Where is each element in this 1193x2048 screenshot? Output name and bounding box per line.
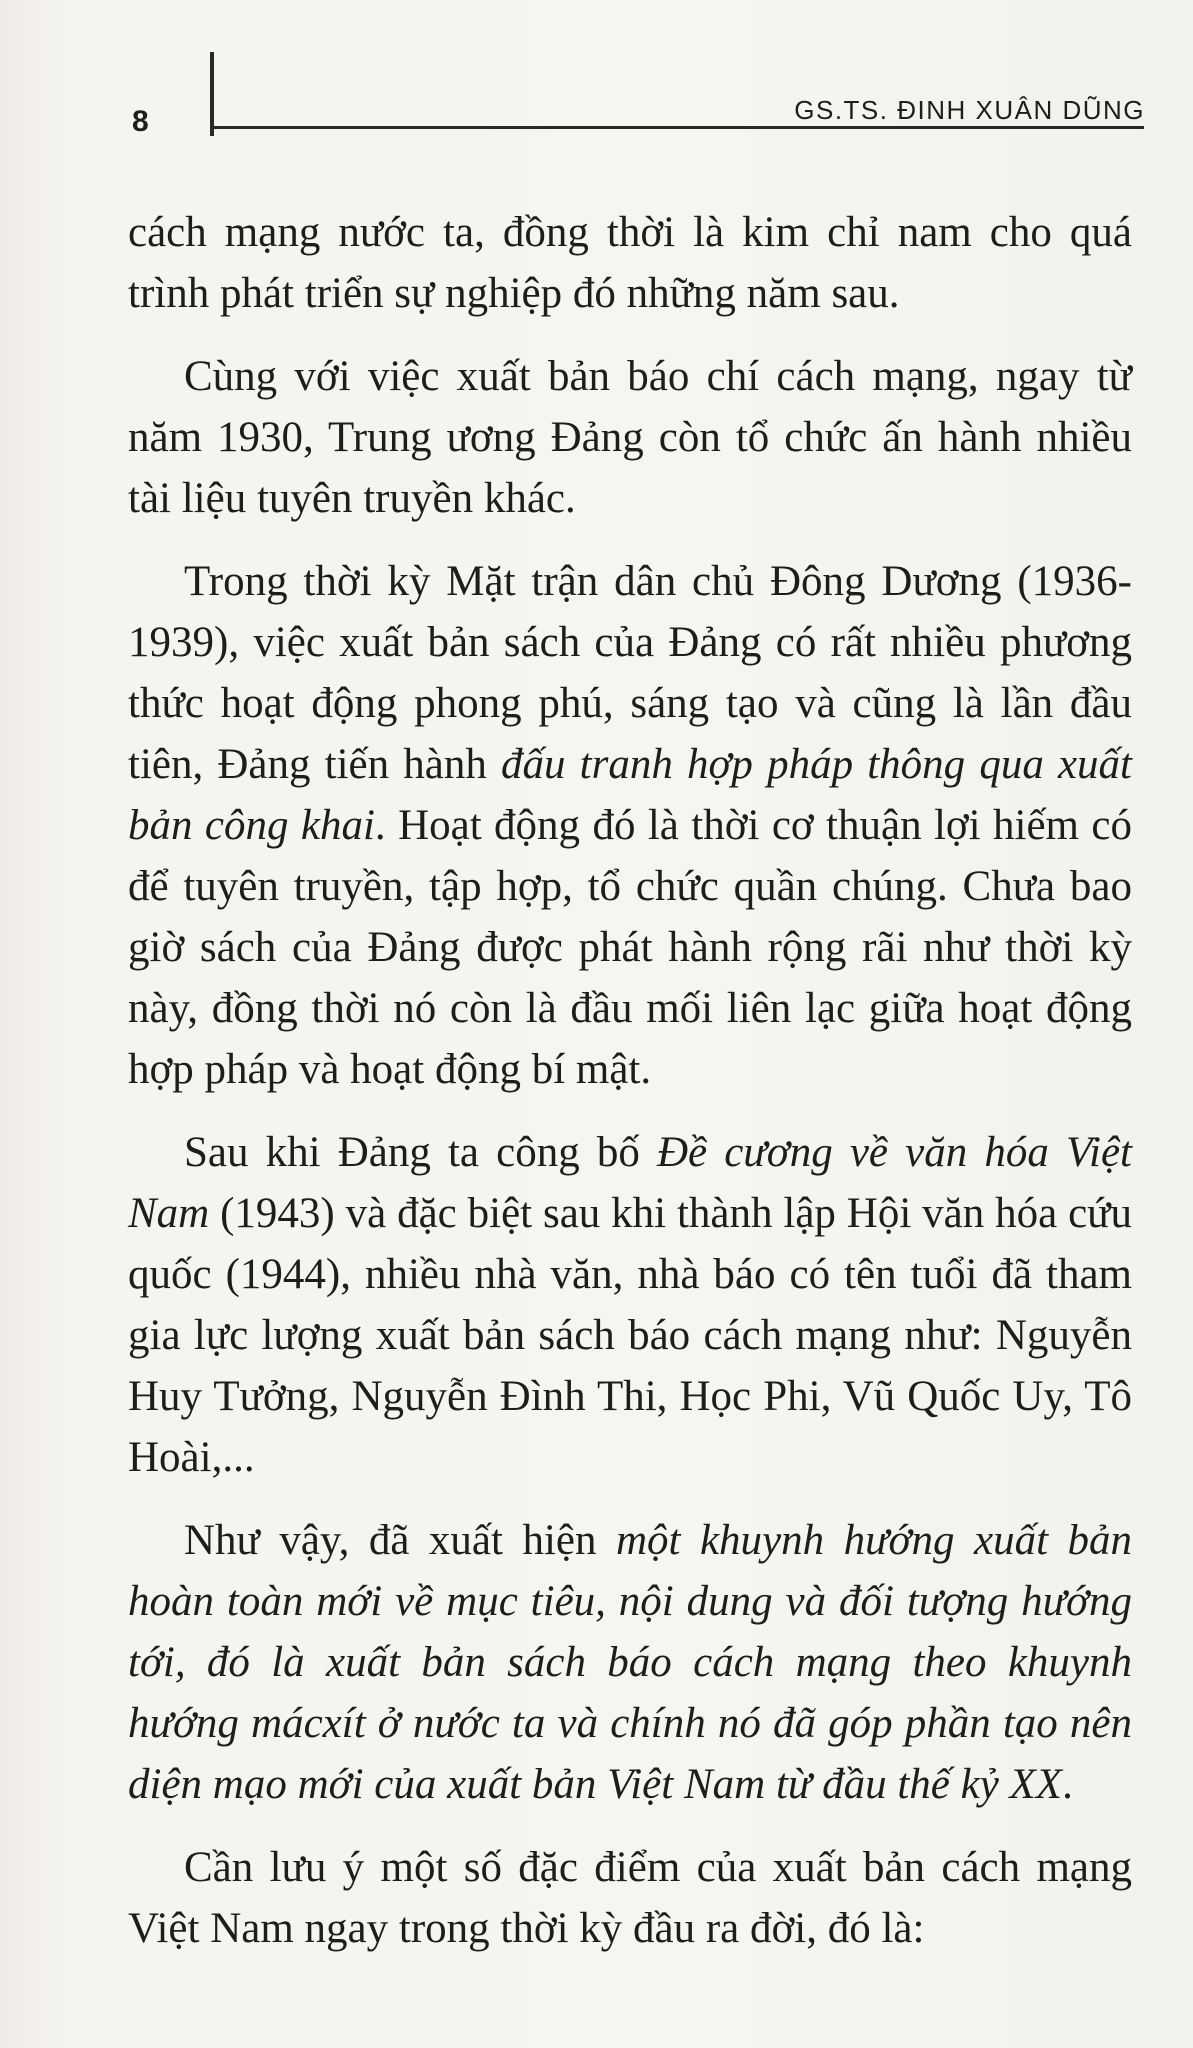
page-number: 8 <box>132 105 149 138</box>
paragraph-characteristics-intro <box>128 1837 1132 1959</box>
header-vertical-rule <box>210 52 214 136</box>
paragraph-text: Cùng với việc xuất bản báo chí cách mạng, ngay từ năm 1930, Trung ương Đảng còn tổ chức ấn hành nhiều tài liệu tuyên truyền khác. <box>128 353 1132 522</box>
header-horizontal-rule <box>214 126 1144 129</box>
paragraph-text: Cần lưu ý một số đặc điểm của xuất bản cách mạng Việt Nam ngay trong thời kỳ đầu ra đời, đó là: <box>128 1844 1132 1952</box>
body-text <box>128 202 1132 1959</box>
paragraph-party-publications-1930 <box>128 346 1132 529</box>
page-header <box>0 0 1193 150</box>
emphasis-legal-struggle: đấu tranh hợp pháp thông qua xuất bản công khai <box>128 741 1132 849</box>
paragraph-text: Trong thời kỳ Mặt trận dân chủ Đông Dương (1936-1939), việc xuất bản sách của Đảng có rất nhiều phương thức hoạt động phong phú, sáng tạo và cũng là lần đầu tiên, Đảng tiến hành <box>128 558 1132 788</box>
paragraph-text: . <box>1062 1761 1073 1808</box>
paragraph-culture-outline <box>128 1122 1132 1488</box>
paragraph-text: Như vậy, đã xuất hiện <box>184 1517 616 1564</box>
paragraph-text: cách mạng nước ta, đồng thời là kim chỉ nam cho quá trình phát triển sự nghiệp đó những năm sau. <box>128 209 1132 317</box>
paragraph-continuation <box>128 202 1132 324</box>
emphasis-document-title: Đề cương về văn hóa Việt Nam <box>128 1129 1133 1237</box>
paragraph-new-tendency <box>128 1510 1132 1815</box>
paragraph-democratic-front-period <box>128 551 1132 1100</box>
running-head-author: GS.TS. ĐINH XUÂN DŨNG <box>794 95 1145 125</box>
paragraph-text: (1943) và đặc biệt sau khi thành lập Hội văn hóa cứu quốc (1944), nhiều nhà văn, nhà báo có tên tuổi đã tham gia lực lượng xuất bản sách báo cách mạng như: Nguyễn Huy Tưởng, Nguyễn Đình Thi, Học Phi, Vũ Quốc Uy, Tô Hoài,... <box>128 1190 1132 1481</box>
emphasis-new-tendency: một khuynh hướng xuất bản hoàn toàn mới về mục tiêu, nội dung và đối tượng hướng tới, đó là xuất bản sách báo cách mạng theo khuynh hướng mácxít ở nước ta và chính nó đã góp phần tạo nên diện mạo mới của xuất bản Việt Nam từ đầu thế kỷ XX <box>128 1517 1132 1808</box>
paragraph-text: Sau khi Đảng ta công bố <box>184 1129 657 1176</box>
paragraph-text: . Hoạt động đó là thời cơ thuận lợi hiếm có để tuyên truyền, tập hợp, tổ chức quần chúng. Chưa bao giờ sách của Đảng được phát hành rộng rãi như thời kỳ này, đồng thời nó còn là đầu mối liên lạc giữa hoạt động hợp pháp và hoạt động bí mật. <box>128 802 1132 1093</box>
